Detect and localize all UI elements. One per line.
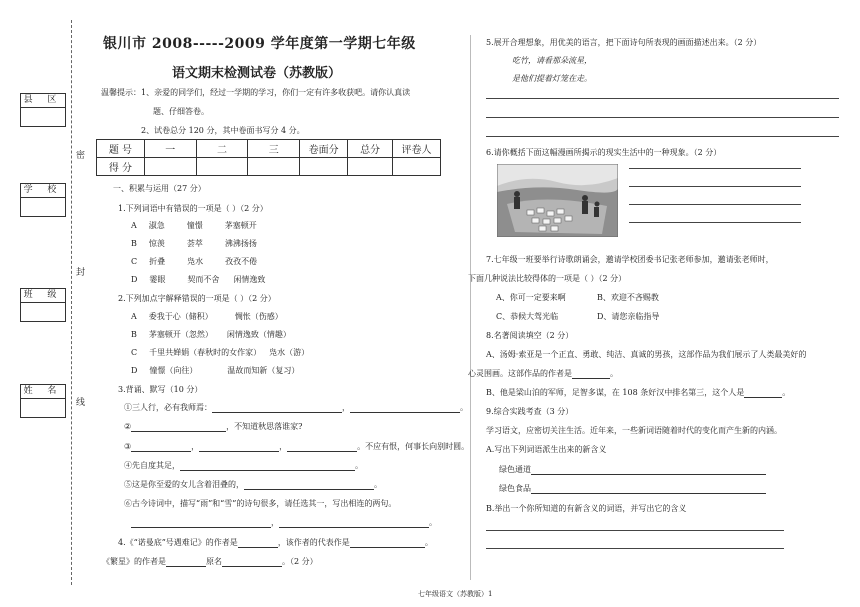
district-box xyxy=(20,93,66,127)
q5-poem-line-1: 吃竹，请看那朵流星， xyxy=(512,56,592,65)
binding-dashed-line xyxy=(71,20,72,585)
q8-item-b: B、他是梁山泊的军师，足智多谋，在 108 条好汉中排名第三，这个人是 。 xyxy=(486,388,791,397)
name-box xyxy=(20,384,66,418)
q1-option-b: B 惊羡 荟萃 沸沸扬扬 xyxy=(131,239,257,248)
q7-option-c: C、恭候大驾光临 xyxy=(496,312,559,321)
question-7-cont: 下面几种说法比较得体的一项是（ ）（2 分） xyxy=(468,274,627,283)
score-header-cell: 二 xyxy=(196,140,248,158)
score-cell xyxy=(144,158,196,176)
q5-poem-line-2: 是他们提着灯笼在走。 xyxy=(512,74,592,83)
score-cell xyxy=(300,158,348,176)
answer-line xyxy=(486,98,839,99)
question-6: 6.请你概括下面这幅漫画所揭示的现实生活中的一种现象。（2 分） xyxy=(486,148,722,157)
score-cell xyxy=(248,158,300,176)
score-header-cell: 题 号 xyxy=(97,140,145,158)
question-5: 5.展开合理想象，用优美的语言，把下面诗句所表现的画面描述出来。（2 分） xyxy=(486,38,762,47)
tip-2: 2、试卷总分 120 分，其中卷面书写分 4 分。 xyxy=(141,126,305,135)
answer-line xyxy=(486,136,839,137)
question-7: 7.七年级一班要举行诗歌朗诵会，邀请学校团委书记张老师参加，邀请张老师时， xyxy=(486,255,774,264)
score-header-cell: 三 xyxy=(248,140,300,158)
q1-option-d: D 霎眼 契而不舍 闲情逸致 xyxy=(131,275,266,284)
question-2: 2.下列加点字解释错误的一项是（ ）（2 分） xyxy=(118,294,276,303)
q1-option-a: A 淑急 憧憬 茅塞顿开 xyxy=(131,221,257,230)
district-label: 县 区 xyxy=(21,94,65,108)
exam-subtitle: 语文期末检测试卷（苏教版） xyxy=(172,66,342,81)
answer-line xyxy=(629,222,801,223)
score-header-cell: 总分 xyxy=(348,140,393,158)
seal-mark-xian: 线 xyxy=(76,398,86,408)
answer-line xyxy=(486,548,784,549)
school-label: 学 校 xyxy=(21,184,65,198)
section-1-heading: 一、积累与运用（27 分） xyxy=(113,184,206,193)
q7-option-b: B、欢迎不吝赐教 xyxy=(597,293,659,302)
q3-item-1: ①三人行，必有我师焉： ， 。 xyxy=(124,403,468,412)
score-cell xyxy=(196,158,248,176)
answer-line xyxy=(629,186,801,187)
question-9: 9.综合实践考查（3 分） xyxy=(486,407,574,416)
q7-option-d: D、请您亲临指导 xyxy=(597,312,660,321)
answer-line xyxy=(486,117,839,118)
question-4: 4.《“诺曼底”号遇难记》的作者是 ，该作者的代表作是 。 xyxy=(118,538,433,547)
question-8: 8.名著阅读填空（2 分） xyxy=(486,331,574,340)
answer-line xyxy=(629,204,801,205)
q9-part-a: A.写出下列词语派生出来的新含义 xyxy=(486,445,607,454)
seal-mark-feng: 封 xyxy=(76,268,86,278)
question-1: 1.下列词语中有错误的一项是（ ）（2 分） xyxy=(118,204,268,213)
q9-item-green-channel: 绿色通道 xyxy=(499,464,766,475)
score-table xyxy=(96,139,441,176)
q2-option-c: C 千里共婵娟（春秋时的女作家） 凫水（游） xyxy=(131,348,310,357)
score-header-cell: 一 xyxy=(144,140,196,158)
q8-item-a: A、汤姆·索亚是一个正直、勇敢、纯洁、真诚的男孩，这部作品为我们展示了人类最美好的 xyxy=(486,350,807,359)
q2-option-b: B 茅塞顿开（忽然） 闲情逸致（情趣） xyxy=(131,330,291,339)
q1-option-c: C 折叠 凫水 孜孜不倦 xyxy=(131,257,258,266)
exam-title: 银川市 2008-----2009 学年度第一学期七年级 xyxy=(103,36,416,52)
score-header-cell: 卷面分 xyxy=(300,140,348,158)
q2-option-d: D 憧憬（向往） 温故而知新（复习） xyxy=(131,366,300,375)
score-row-label: 得 分 xyxy=(97,158,145,176)
question-4-cont: 《繁星》的作者是 原名 。（2 分） xyxy=(102,557,318,566)
page-footer: 七年级语文（苏教版）1 xyxy=(418,590,493,598)
class-box xyxy=(20,288,66,322)
cartoon-illustration xyxy=(497,164,618,237)
q2-option-a: A 委我于心（储积） 惆怅（伤感） xyxy=(131,312,283,321)
name-label: 姓 名 xyxy=(21,385,65,399)
question-3: 3.背诵、默写（10 分） xyxy=(118,385,203,394)
score-header-cell: 评卷人 xyxy=(393,140,441,158)
answer-line xyxy=(486,530,784,531)
seal-mark-mi: 密 xyxy=(76,151,86,161)
q3-item-4: ④先自度其足， 。 xyxy=(124,461,363,470)
q3-item-6: ⑥古今诗词中，描写“雨”和“雪”的诗句很多，请任选其一，写出相连的两句。 xyxy=(124,499,397,508)
q9-part-b: B.举出一个你所知道的有新含义的词语，并写出它的含义 xyxy=(486,504,687,513)
score-cell xyxy=(393,158,441,176)
q8-item-a-cont: 心灵围画。这部作品的作者是 。 xyxy=(468,369,618,378)
tip-1: 温馨提示：1、亲爱的同学们，经过一学期的学习，你们一定有许多收获吧。请你认真读 xyxy=(101,88,411,97)
tip-1-cont: 题、仔细答卷。 xyxy=(153,107,209,116)
column-divider xyxy=(470,35,471,580)
q7-option-a: A、你可一定要来啊 xyxy=(496,293,566,302)
score-cell xyxy=(348,158,393,176)
q3-item-3: ③ ， ， 。不应有恨，何事长向别时圆。 xyxy=(124,442,470,451)
score-table-score-row xyxy=(97,158,441,176)
class-label: 班 级 xyxy=(21,289,65,303)
school-box xyxy=(20,183,66,217)
q3-item-5: ⑤这是你至爱的女儿含着泪叠的， 。 xyxy=(124,480,382,489)
q9-intro: 学习语文，应密切关注生活。近年来，一些新词语随着时代的变化而产生新的内涵。 xyxy=(486,426,782,435)
q3-item-6-answer: ， 。 xyxy=(131,517,437,528)
answer-line xyxy=(629,168,801,169)
q3-item-2: ② ，不知道秋思落谁家? xyxy=(124,422,303,431)
q9-item-green-food: 绿色食品 xyxy=(499,483,766,494)
score-table-header-row xyxy=(97,140,441,158)
